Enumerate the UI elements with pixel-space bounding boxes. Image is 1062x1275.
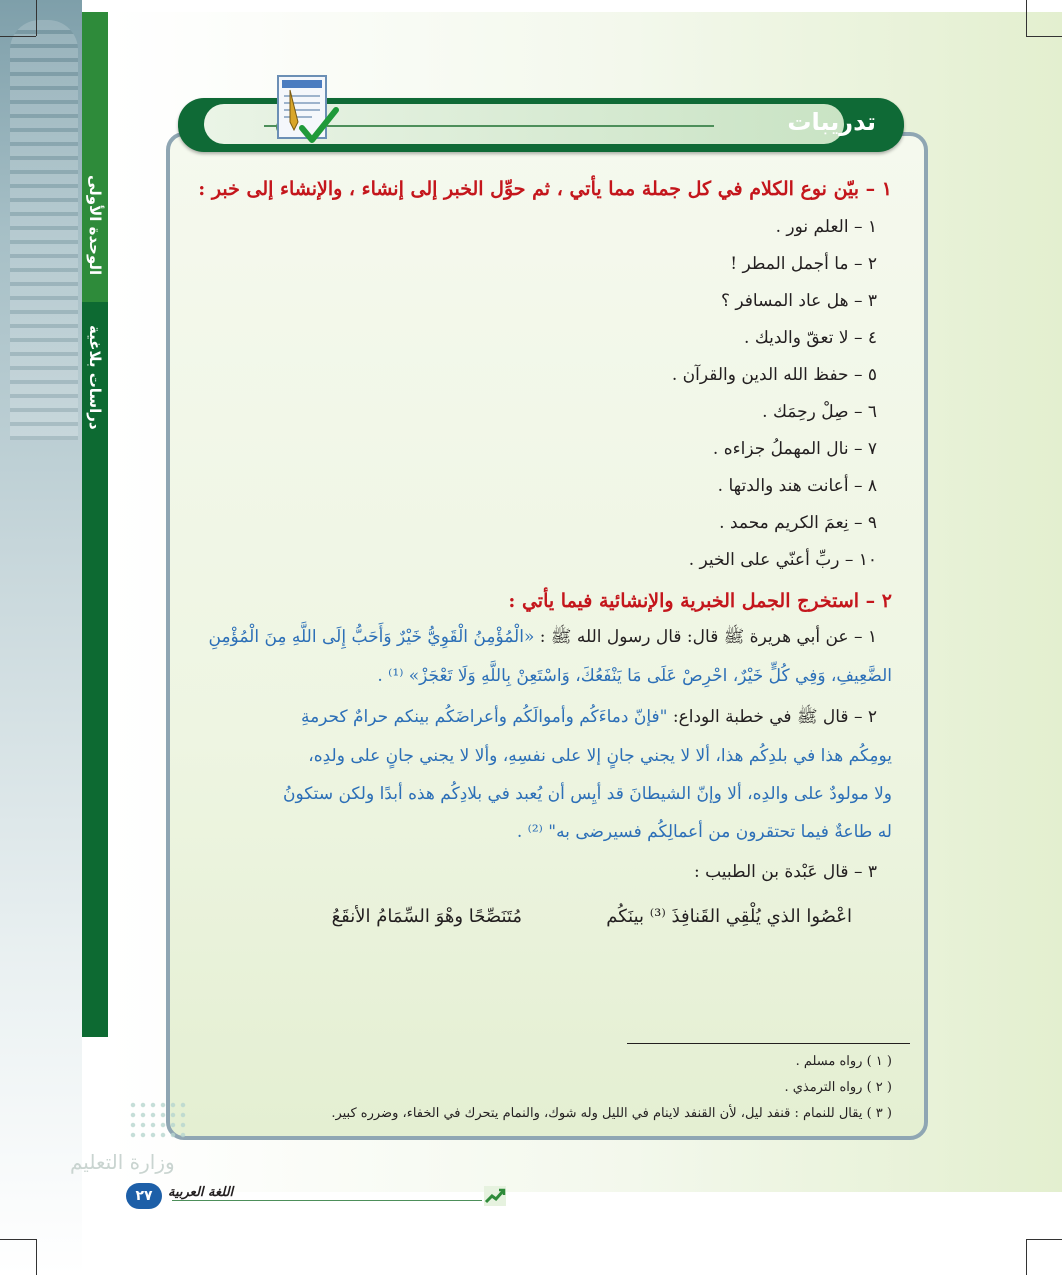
page-number: ٢٧ xyxy=(126,1183,162,1209)
crop-mark xyxy=(1026,1239,1027,1275)
footnote: ( ١ ) رواه مسلم . xyxy=(795,1054,892,1069)
left-background xyxy=(0,0,82,1275)
ministry-watermark: وزارة التعليم xyxy=(70,1150,175,1174)
p2-line-4: له طاعةٌ فيما تحتقرون من أعمالِكُم فسيرضى به" ⁽²⁾ . xyxy=(516,822,892,842)
crop-mark xyxy=(36,1239,37,1275)
crop-mark xyxy=(0,1239,36,1240)
book-title: اللغة العربية xyxy=(168,1185,234,1200)
p3-intro: ٣ – قال عَبْدة بن الطبيب : xyxy=(693,862,877,882)
banner-title: تدريبات xyxy=(787,108,876,136)
q1-item: ١٠ – ربِّ أعنّي على الخير . xyxy=(688,550,877,570)
verse-left-hemistich: مُتَنَصِّحًا وهْوَ السِّمَامُ الأنقَعُ xyxy=(331,906,522,927)
crop-mark xyxy=(1026,0,1027,36)
p2-line-1: "فإنّ دماءَكُم وأموالَكُم وأعراضَكُم بينكم حرامٌ كحرمةِ xyxy=(300,707,668,727)
document-pen-icon xyxy=(272,70,342,150)
p1-line-2: الضَّعِيفِ، وَفِي كُلٍّ خَيْرٌ، احْرِصْ عَلَى مَا يَنْفَعُكَ، وَاسْتَعِنْ بِاللَّهِ وَلَا تَعْجَزْ» ⁽¹⁾ . xyxy=(377,666,892,686)
minaret-image xyxy=(10,20,78,440)
p2-prefix: ٢ – قال ﷺ في خطبة الوداع: xyxy=(667,707,877,727)
q1-item: ٥ – حفظ الله الدين والقرآن . xyxy=(671,365,877,385)
q2-paragraph-2 xyxy=(301,706,877,731)
footnote: ( ٣ ) يقال للنمام : قنفد ليل، لأن القنفد لاينام في الليل وله شوك، والنمام يتحرك في الخفاء، وضرره كبير. xyxy=(331,1106,892,1121)
crop-mark xyxy=(1026,36,1062,37)
q1-item: ٤ – لا تعقّ والديك . xyxy=(744,328,877,348)
crop-mark xyxy=(0,36,36,37)
footnote-separator xyxy=(627,1043,910,1044)
q1-item: ١ – العلم نور . xyxy=(775,217,877,237)
p1-quote: «الْمُؤْمِنُ الْقَوِيُّ خَيْرٌ وَأَحَبُّ إِلَى اللَّهِ مِنَ الْمُؤْمِنِ xyxy=(208,627,535,647)
q1-item: ٢ – ما أجمل المطر ! xyxy=(730,254,877,274)
footnote: ( ٢ ) رواه الترمذي . xyxy=(784,1080,892,1095)
q1-title: ١ – بيّن نوع الكلام في كل جملة مما يأتي ، ثم حوِّل الخبر إلى إنشاء ، والإنشاء إلى خبر : xyxy=(198,178,892,200)
growth-arrow-icon xyxy=(484,1186,506,1206)
p1-prefix: ١ – عن أبي هريرة ﷺ قال: قال رسول الله ﷺ : xyxy=(534,627,877,647)
ministry-logo-dots xyxy=(128,1100,188,1140)
q1-item: ٨ – أعانت هند والدتها . xyxy=(717,476,877,496)
section-tab-label: دراسات بلاغية xyxy=(86,324,104,430)
q1-item: ٦ – صِلْ رحِمَك . xyxy=(762,402,877,422)
unit-tab-label: الوحدة الأولى xyxy=(86,174,104,276)
q2-title: ٢ – استخرج الجمل الخبرية والإنشائية فيما يأتي : xyxy=(508,590,892,612)
q2-paragraph-1 xyxy=(209,626,878,651)
q1-item: ٧ – نال المهملُ جزاءه . xyxy=(712,439,877,459)
q1-item: ٣ – هل عاد المسافر ؟ xyxy=(721,291,877,311)
q1-item: ٩ – نِعمَ الكريم محمد . xyxy=(719,513,877,533)
crop-mark xyxy=(1026,1239,1062,1240)
p2-line-3: ولا مولودٌ على والدِه، ألا وإنّ الشيطانَ قد أيِس أن يُعبد في بلادِكُم هذه أبدًا ولكن ستكونُ xyxy=(283,784,892,804)
footer-line xyxy=(172,1200,482,1201)
p2-line-2: يومِكُم هذا في بلدِكُم هذا، ألا لا يجني جانٍ إلا على نفسِهِ، وألا لا يجني جانٍ على ولدِه، xyxy=(308,746,892,766)
crop-mark xyxy=(36,0,37,36)
verse-right-hemistich: اعْصُوا الذي يُلْقِي القَنافِذَ ⁽³⁾ بينَكُم xyxy=(606,906,852,927)
